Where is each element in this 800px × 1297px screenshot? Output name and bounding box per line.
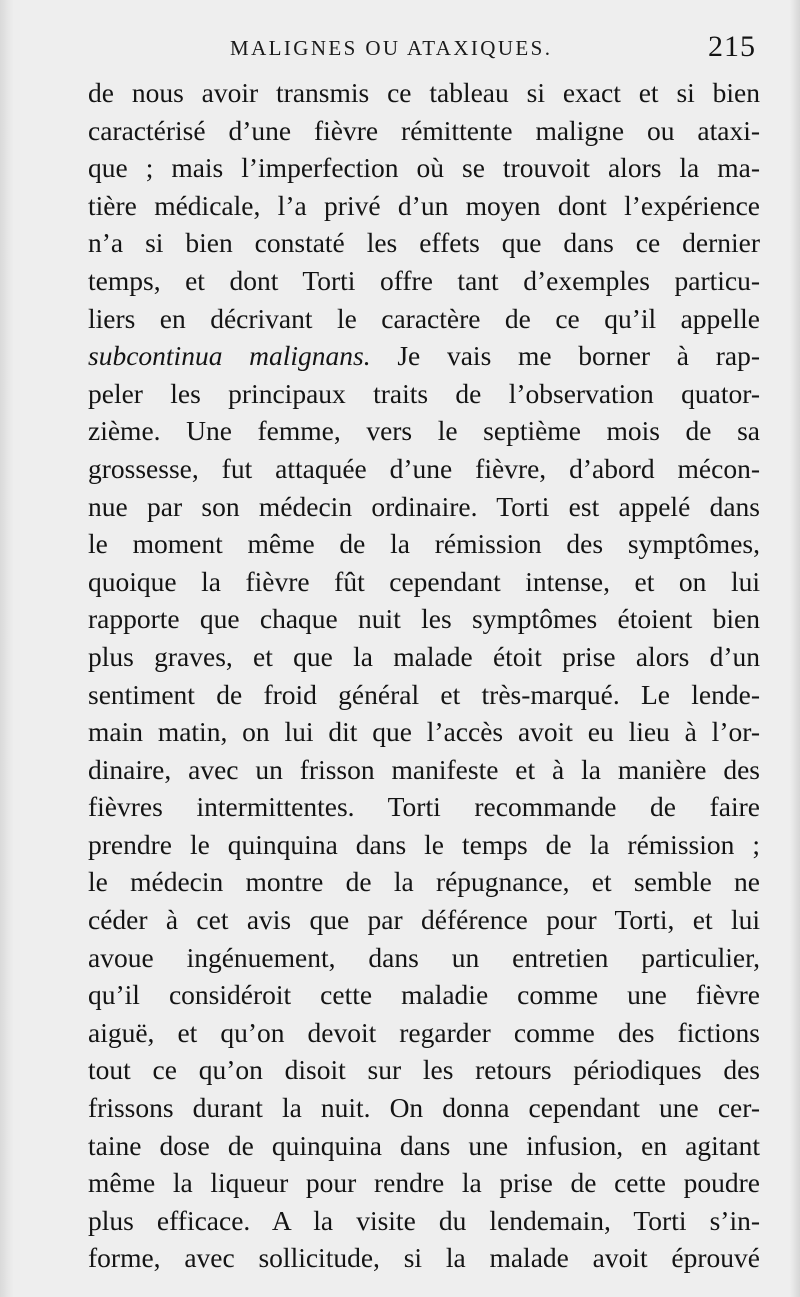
- text-line: plus efficace. A la visite du lendemain, Torti s’in-: [88, 1204, 760, 1236]
- text-line: dinaire, avec un frisson manifeste et à la manière des: [88, 753, 760, 785]
- text-line: céder à cet avis que par déférence pour Torti, et lui: [88, 904, 760, 936]
- text-line: quoique la fièvre fût cependant intense, et on lui: [88, 565, 760, 597]
- page-right-edge: [790, 0, 800, 1297]
- text-line: le moment même de la rémission des symptômes,: [88, 528, 760, 560]
- text-line: n’a si bien constaté les effets que dans ce dernier: [88, 227, 760, 259]
- text-line: liers en décrivant le caractère de ce qu’il appelle: [88, 302, 760, 334]
- text-line: rapporte que chaque nuit les symptômes étoient bien: [88, 603, 760, 635]
- running-head: MALIGNES OU ATAXIQUES.: [230, 36, 553, 60]
- text-line: avoue ingénuement, dans un entretien particulier,: [88, 941, 760, 973]
- text-line: tout ce qu’on disoit sur les retours périodiques des: [88, 1054, 760, 1086]
- text-line: le médecin montre de la répugnance, et semble ne: [88, 866, 760, 898]
- text-line: taine dose de quinquina dans une infusion, en agitant: [88, 1129, 760, 1161]
- text-line: frissons durant la nuit. On donna cependant une cer-: [88, 1092, 760, 1124]
- text-line: tière médicale, l’a privé d’un moyen dont l’expérience: [88, 189, 760, 221]
- text-line: de nous avoir transmis ce tableau si exact et si bien: [88, 77, 760, 108]
- text-line: que ; mais l’imperfection où se trouvoit alors la ma-: [88, 152, 760, 184]
- page-left-edge: [0, 0, 14, 1297]
- body-text: [88, 74, 760, 1277]
- text-line: forme, avec sollicitude, si la malade avoit éprouvé: [88, 1242, 760, 1274]
- italic-phrase: subcontinua malignans.: [88, 340, 371, 372]
- text-line: sentiment de froid général et très-marqué. Le lende-: [88, 678, 760, 710]
- text-line: grossesse, fut attaquée d’une fièvre, d’abord mécon-: [88, 452, 760, 484]
- text-line: qu’il considéroit cette maladie comme une fièvre: [88, 979, 760, 1011]
- text-line: plus graves, et que la malade étoit prise alors d’un: [88, 640, 760, 672]
- text-line: zième. Une femme, vers le septième mois de sa: [88, 415, 760, 447]
- text-line: caractérisé d’une fièvre rémittente maligne ou ataxi-: [88, 114, 760, 146]
- text-line: main matin, on lui dit que l’accès avoit eu lieu à l’or-: [88, 716, 760, 748]
- text-line: nue par son médecin ordinaire. Torti est appelé dans: [88, 490, 760, 522]
- text-line: temps, et dont Torti offre tant d’exemples particu-: [88, 264, 760, 296]
- text-line: même la liqueur pour rendre la prise de cette poudre: [88, 1167, 760, 1199]
- line-remainder: Je vais me borner à rap-: [370, 340, 760, 372]
- text-line: fièvres intermittentes. Torti recommande de faire: [88, 791, 760, 823]
- text-line: aiguë, et qu’on devoit regarder comme des fictions: [88, 1016, 760, 1048]
- text-line: prendre le quinquina dans le temps de la rémission ;: [88, 828, 760, 860]
- text-line: [88, 337, 760, 375]
- page-header: [88, 30, 760, 74]
- page-number: 215: [708, 30, 756, 63]
- text-line: peler les principaux traits de l’observation quator-: [88, 377, 760, 409]
